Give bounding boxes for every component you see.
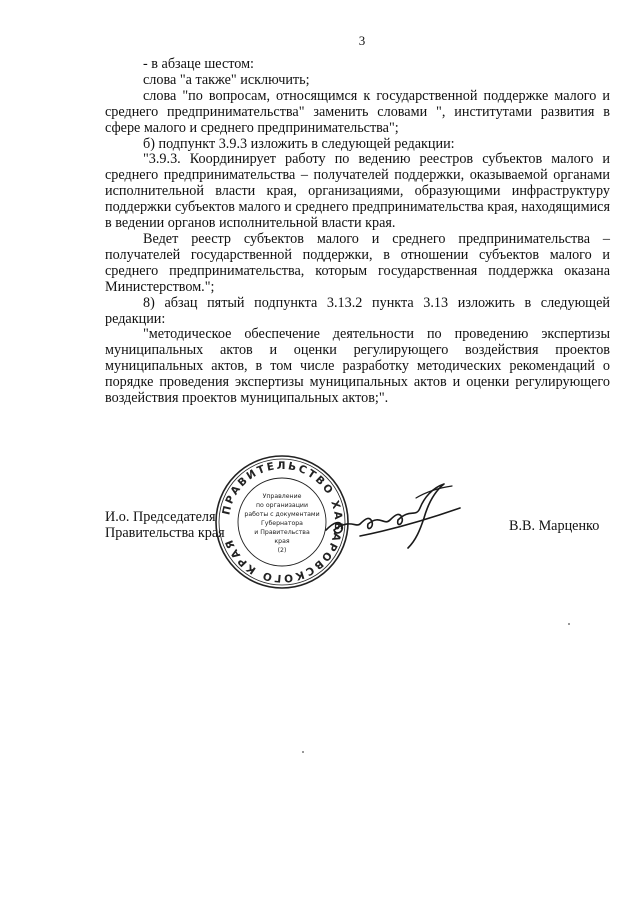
paragraph: "методическое обеспечение деятельности по проведению экспертизы муниципальных актов и оценки регулирующего воздействия проектов муниципальных актов, в том числе разработку методических рекомендаций о порядке проведения экспертизы муниципальных актов и оценки регулирующего воздействия проектов муниципальных актов;". (105, 326, 610, 407)
document-body (105, 57, 610, 407)
role-line: И.о. Председателя (105, 509, 216, 525)
stamp-ring-text: ПРАВИТЕЛЬСТВО ХАБАРОВСКОГО КРАЯ (220, 459, 345, 585)
paragraph: "3.9.3. Координирует работу по ведению реестров субъектов малого и среднего предпринимательства – получателей поддержки, оказываемой органами исполнительной власти края, организациями, образующими инфраструктуру поддержки субъектов малого и среднего предпринимательства края, находящимися в ведении органов исполнительной власти края. (105, 151, 610, 232)
scan-speck (302, 751, 304, 753)
handwritten-signature (320, 478, 470, 563)
stamp-line: и Правительства (254, 529, 310, 536)
paragraph: 8) абзац пятый подпункта 3.13.2 пункта 3.13 изложить в следующей редакции: (105, 294, 610, 327)
stamp-line: Губернатора (261, 520, 303, 527)
stamp-line: (2) (277, 547, 287, 554)
stamp-line: Управление (262, 493, 302, 500)
paragraph: слова "по вопросам, относящимся к государственной поддержке малого и среднего предпринимательства" заменить словами ", институтами развития в сфере малого и среднего предпринимательства"; (105, 87, 610, 136)
stamp-line: работы с документами (244, 511, 320, 518)
paragraph: б) подпункт 3.9.3 изложить в следующей редакции: (143, 135, 455, 152)
signatory-name: В.В. Марценко (509, 518, 600, 534)
page-number: 3 (358, 33, 366, 48)
paragraph: слова "а также" исключить; (143, 71, 310, 88)
paragraph: Ведет реестр субъектов малого и среднего предпринимательства – получателей государственной поддержки, в отношении субъектов малого и среднего предпринимательства, которым государственная поддержка оказана Министерством."; (105, 230, 610, 295)
role-line: Правительства края (105, 525, 225, 541)
scan-speck (568, 623, 570, 625)
stamp-line: края (274, 538, 290, 545)
stamp-line: по организации (256, 502, 308, 509)
signatory-role (105, 509, 225, 541)
paragraph: - в абзаце шестом: (143, 56, 254, 72)
